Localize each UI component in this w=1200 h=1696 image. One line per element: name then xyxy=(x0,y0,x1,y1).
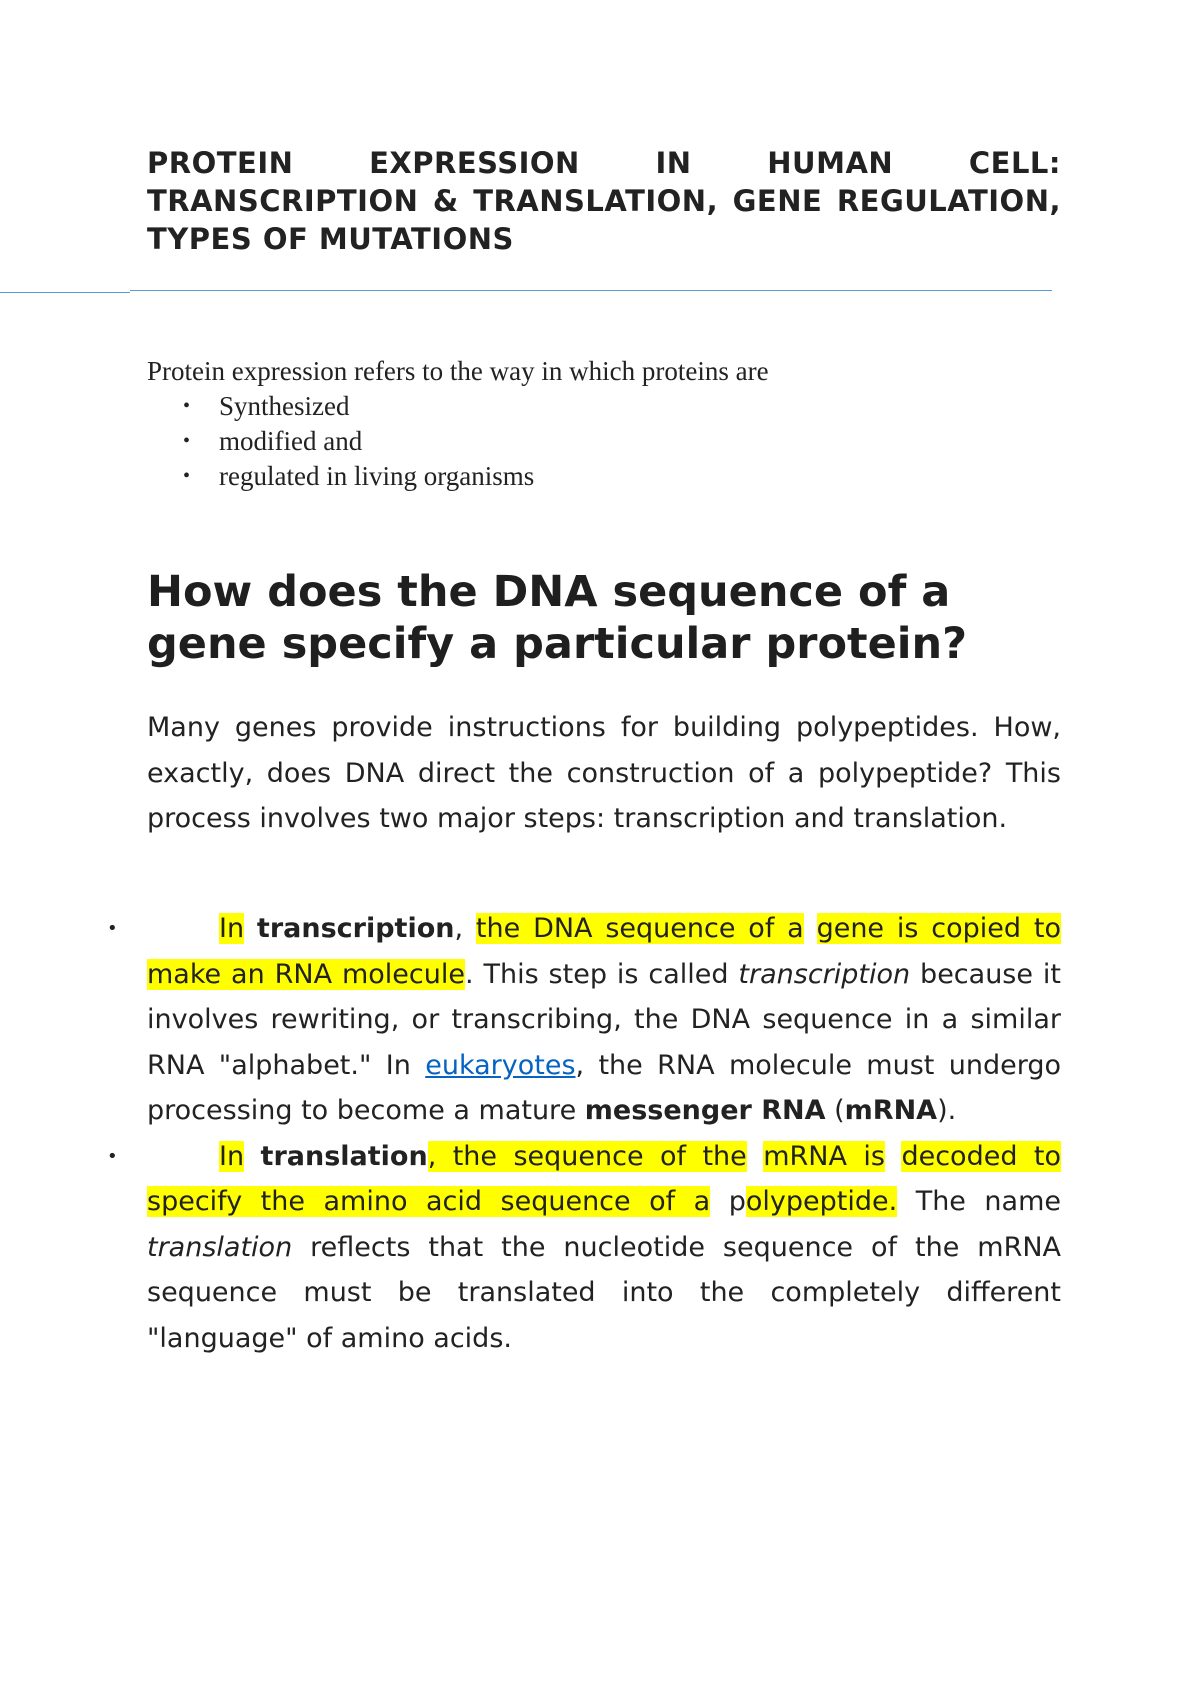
section-heading: How does the DNA sequence of a gene specify a particular protein? xyxy=(147,567,968,669)
intro-section xyxy=(147,354,1047,494)
highlighted-text: gene is copied to make an RNA molecule xyxy=(147,913,1061,990)
body-paragraph: Many genes provide instructions for building polypeptides. How, exactly, does DNA direct the construction of a polypeptide? This process involves two major steps: transcription and translation. xyxy=(147,712,1061,834)
header-rule xyxy=(130,290,1052,291)
header-rule-left xyxy=(0,292,130,293)
highlighted-text: In xyxy=(219,1140,245,1172)
italic-term: translation xyxy=(147,1231,293,1263)
highlighted-text: , the sequence of the xyxy=(427,1140,747,1172)
bullet-icon: • xyxy=(107,918,118,939)
list-item-translation: • In translation, the sequence of the mRNA is decoded to specify the amino acid sequence of a polypeptide. The name translation reflects that the nucleotide sequence of the mRNA sequence must be translated into the completely different "language" of amino acids. xyxy=(147,1134,1061,1362)
term-translation: translation xyxy=(260,1140,428,1172)
intro-list-item: • modified and xyxy=(147,424,1047,459)
intro-list-item: • Synthesized xyxy=(147,389,1047,424)
bullet-icon: • xyxy=(183,395,191,417)
italic-term: transcription xyxy=(738,958,911,990)
highlighted-text: In xyxy=(219,913,245,944)
intro-lead: Protein expression refers to the way in which proteins are xyxy=(147,356,769,386)
bullet-icon: • xyxy=(183,430,191,452)
term-mrna: mRNA xyxy=(844,1095,938,1126)
steps-list xyxy=(107,906,1062,1361)
bullet-icon: • xyxy=(183,465,191,487)
document-title: PROTEIN EXPRESSION IN HUMAN CELL: TRANSCRIPTION & TRANSLATION, GENE REGULATION, TYPES OF MUTATIONS xyxy=(147,146,1061,256)
bullet-icon: • xyxy=(107,1145,118,1167)
highlighted-text: the DNA sequence of a xyxy=(475,913,804,944)
highlighted-text: mRNA is xyxy=(763,1140,885,1172)
highlighted-text: decoded to specify the amino acid sequence of a xyxy=(147,1140,1062,1217)
term-messenger-rna: messenger RNA xyxy=(584,1095,826,1126)
term-transcription: transcription xyxy=(256,913,455,944)
intro-list xyxy=(147,389,1047,494)
intro-list-item: • regulated in living organisms xyxy=(147,459,1047,494)
eukaryotes-link[interactable]: eukaryotes xyxy=(425,1049,576,1081)
list-item-transcription: • In transcription, the DNA sequence of a gene is copied to make an RNA molecule. This step is called transcription because it involves rewriting, or transcribing, the DNA sequence in a similar RNA "alphabet." In eukaryotes, the RNA molecule must undergo processing to become a mature messenger RNA (mRNA). xyxy=(147,906,1061,1134)
highlighted-text: olypeptide. xyxy=(745,1186,898,1217)
